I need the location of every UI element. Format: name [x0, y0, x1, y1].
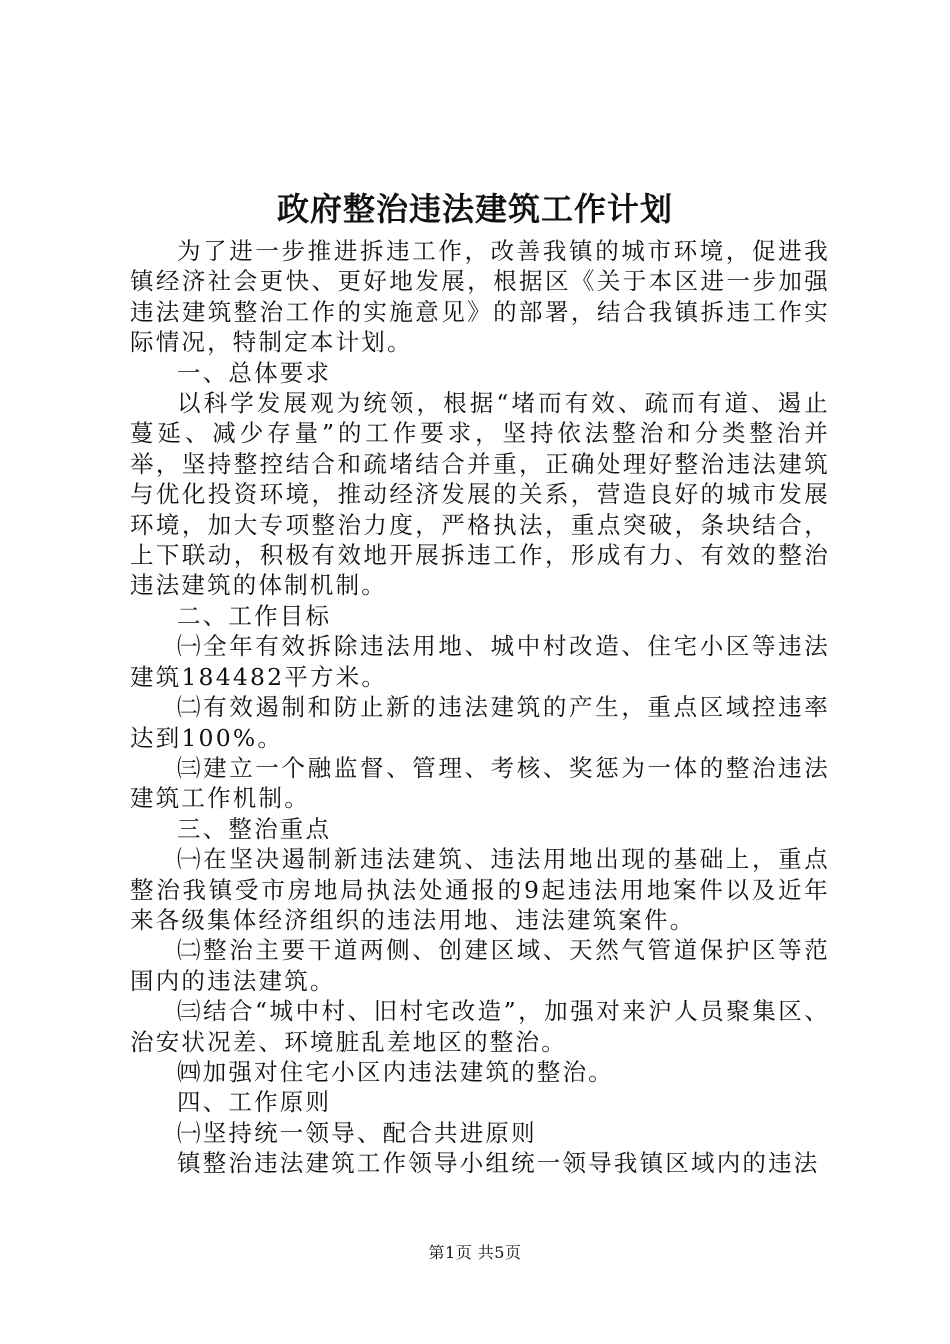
paragraph-goal-3: ㈢建立一个融监督、管理、考核、奖惩为一体的整治违法建筑工作机制。	[130, 753, 830, 813]
section-heading-general: 一、总体要求	[177, 358, 332, 387]
paragraph-principle-1-body: 镇整治违法建筑工作领导小组统一领导我镇区域内的违法	[177, 1149, 820, 1178]
page-number-footer: 第1页 共5页	[428, 1243, 522, 1262]
paragraph-goal-1: ㈠全年有效拆除违法用地、城中村改造、住宅小区等违法建筑184482平方米。	[130, 632, 830, 691]
document-title: 政府整治违法建筑工作计划	[276, 190, 673, 228]
paragraph-goal-2: ㈡有效遏制和防止新的违法建筑的产生，重点区域控违率达到100%。	[130, 693, 830, 752]
paragraph-focus-4: ㈣加强对住宅小区内违法建筑的整治。	[177, 1057, 614, 1086]
paragraph-intro: 为了进一步推进拆违工作，改善我镇的城市环境，促进我镇经济社会更快、更好地发展，根据区《关于本区进一步加强违法建筑整治工作的实施意见》的部署，结合我镇拆违工作实际情况，特制定本计划。	[130, 237, 830, 357]
paragraph-focus-1: ㈠在坚决遏制新违法建筑、违法用地出现的基础上，重点整治我镇受市房地局执法处通报的9起违法用地案件以及近年来各级集体经济组织的违法用地、违法建筑案件。	[130, 845, 830, 934]
paragraph-focus-3: ㈢结合“城中村、旧村宅改造”，加强对来沪人员聚集区、治安状况差、环境脏乱差地区的整治。	[130, 997, 830, 1056]
section-heading-focus: 三、整治重点	[177, 814, 332, 843]
paragraph-focus-2: ㈡整治主要干道两侧、创建区域、天然气管道保护区等范围内的违法建筑。	[130, 936, 830, 995]
document-body	[130, 236, 830, 1179]
paragraph-general: 以科学发展观为统领，根据“堵而有效、疏而有道、遏止蔓延、减少存量”的工作要求，坚持依法整治和分类整治并举，坚持整控结合和疏堵结合并重，正确处理好整治违法建筑与优化投资环境，推动经济发展的关系，营造良好的城市发展环境，加大专项整治力度，严格执法，重点突破，条块结合，上下联动，积极有效地开展拆违工作，形成有力、有效的整治违法建筑的体制机制。	[130, 389, 830, 600]
section-heading-goals: 二、工作目标	[177, 601, 332, 630]
paragraph-principle-1: ㈠坚持统一领导、配合共进原则	[177, 1118, 537, 1147]
section-heading-principles: 四、工作原则	[177, 1088, 332, 1117]
